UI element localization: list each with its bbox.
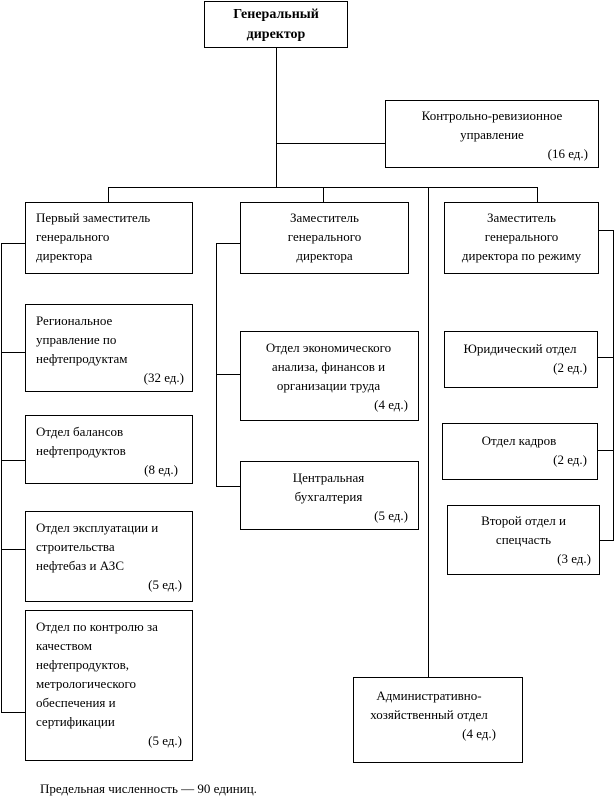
connector-line (1, 460, 25, 461)
box-line: нефтепродуктов, (36, 657, 129, 672)
box-line: Отдел экономического (265, 340, 392, 355)
box-line: строительства (36, 539, 115, 554)
connector-line (216, 243, 217, 487)
connector-line (1, 712, 25, 713)
audit-box (385, 100, 599, 168)
box-count: (4 ед.) (374, 397, 408, 412)
box-line: Региональное (36, 313, 113, 328)
box-line: директор (246, 27, 306, 42)
connector-line (598, 230, 614, 231)
box-line: Отдел балансов (36, 424, 124, 439)
connector-line (323, 187, 324, 202)
box-count: (8 ед.) (144, 462, 178, 477)
connector-line (216, 243, 240, 244)
connector-line (216, 486, 240, 487)
connector-line (1, 243, 25, 244)
box-line: Заместитель (290, 210, 359, 225)
connector-line (613, 230, 614, 541)
box-count: (5 ед.) (148, 577, 182, 592)
box-line: Генеральный (233, 7, 319, 22)
regional-box (25, 304, 193, 392)
box-line: качеством (36, 638, 92, 653)
box-line: генерального (36, 229, 110, 244)
box-line: Юридический отдел (463, 341, 577, 356)
connector-line (276, 143, 385, 144)
deputy-regime-box (444, 202, 599, 274)
box-line: бухгалтерия (294, 489, 363, 504)
box-count: (2 ед.) (553, 360, 587, 375)
box-line: директора (36, 248, 93, 263)
box-line: Второй отдел и (481, 513, 566, 528)
quality-box (25, 610, 193, 761)
connector-line (1, 549, 25, 550)
box-line: хозяйственный отдел (370, 707, 488, 722)
connector-line (1, 243, 2, 713)
connector-line (1, 352, 25, 353)
personnel-box (442, 423, 598, 480)
box-line: метрологического (36, 676, 137, 691)
box-line: Административно- (376, 688, 482, 703)
deputy-box (240, 202, 409, 274)
accounting-box (240, 461, 419, 530)
box-line: Отдел кадров (481, 433, 557, 448)
box-line: нефтепродуктам (36, 351, 128, 366)
box-line: анализа, финансов и (271, 359, 386, 374)
box-count: (16 ед.) (547, 146, 588, 161)
box-line: директора по режиму (461, 248, 582, 263)
connector-line (276, 48, 277, 188)
admin-box (353, 677, 523, 763)
box-line: управление (460, 127, 524, 142)
box-line: Заместитель (487, 210, 556, 225)
box-line: организации труда (276, 378, 381, 393)
box-line: Центральная (292, 470, 365, 485)
box-line: директора (296, 248, 353, 263)
box-line: Отдел по контролю за (36, 619, 158, 634)
connector-line (598, 450, 614, 451)
general-director-box (204, 1, 348, 48)
connector-line (428, 187, 429, 677)
box-count: (5 ед.) (374, 508, 408, 523)
box-line: сертификации (36, 714, 115, 729)
box-line: нефтебаз и АЗС (36, 558, 124, 573)
connector-line (600, 540, 614, 541)
balances-box (25, 415, 193, 484)
connector-line (537, 187, 538, 202)
box-line: Первый заместитель (36, 210, 151, 225)
box-count: (3 ед.) (557, 551, 591, 566)
box-line: генерального (484, 229, 559, 244)
box-line: обеспечения и (36, 695, 116, 710)
box-line: Отдел эксплуатации и (36, 520, 159, 535)
box-line: спецчасть (495, 532, 552, 547)
economic-box (240, 331, 419, 421)
box-line: Контрольно-ревизионное (421, 108, 563, 123)
legal-box (444, 331, 598, 388)
box-count: (2 ед.) (553, 452, 587, 467)
connector-line (108, 187, 109, 202)
box-count: (4 ед.) (462, 726, 496, 741)
exploitation-box (25, 511, 193, 602)
box-count: (5 ед.) (148, 733, 182, 748)
second-dept-box (447, 505, 600, 575)
box-line: нефтепродуктов (36, 443, 126, 458)
footer-note: Предельная численность — 90 единиц. (40, 781, 257, 796)
box-line: управление по (36, 332, 117, 347)
connector-line (598, 357, 614, 358)
first-deputy-box (25, 202, 193, 274)
box-line: генерального (287, 229, 362, 244)
box-count: (32 ед.) (143, 370, 184, 385)
connector-line (216, 374, 240, 375)
